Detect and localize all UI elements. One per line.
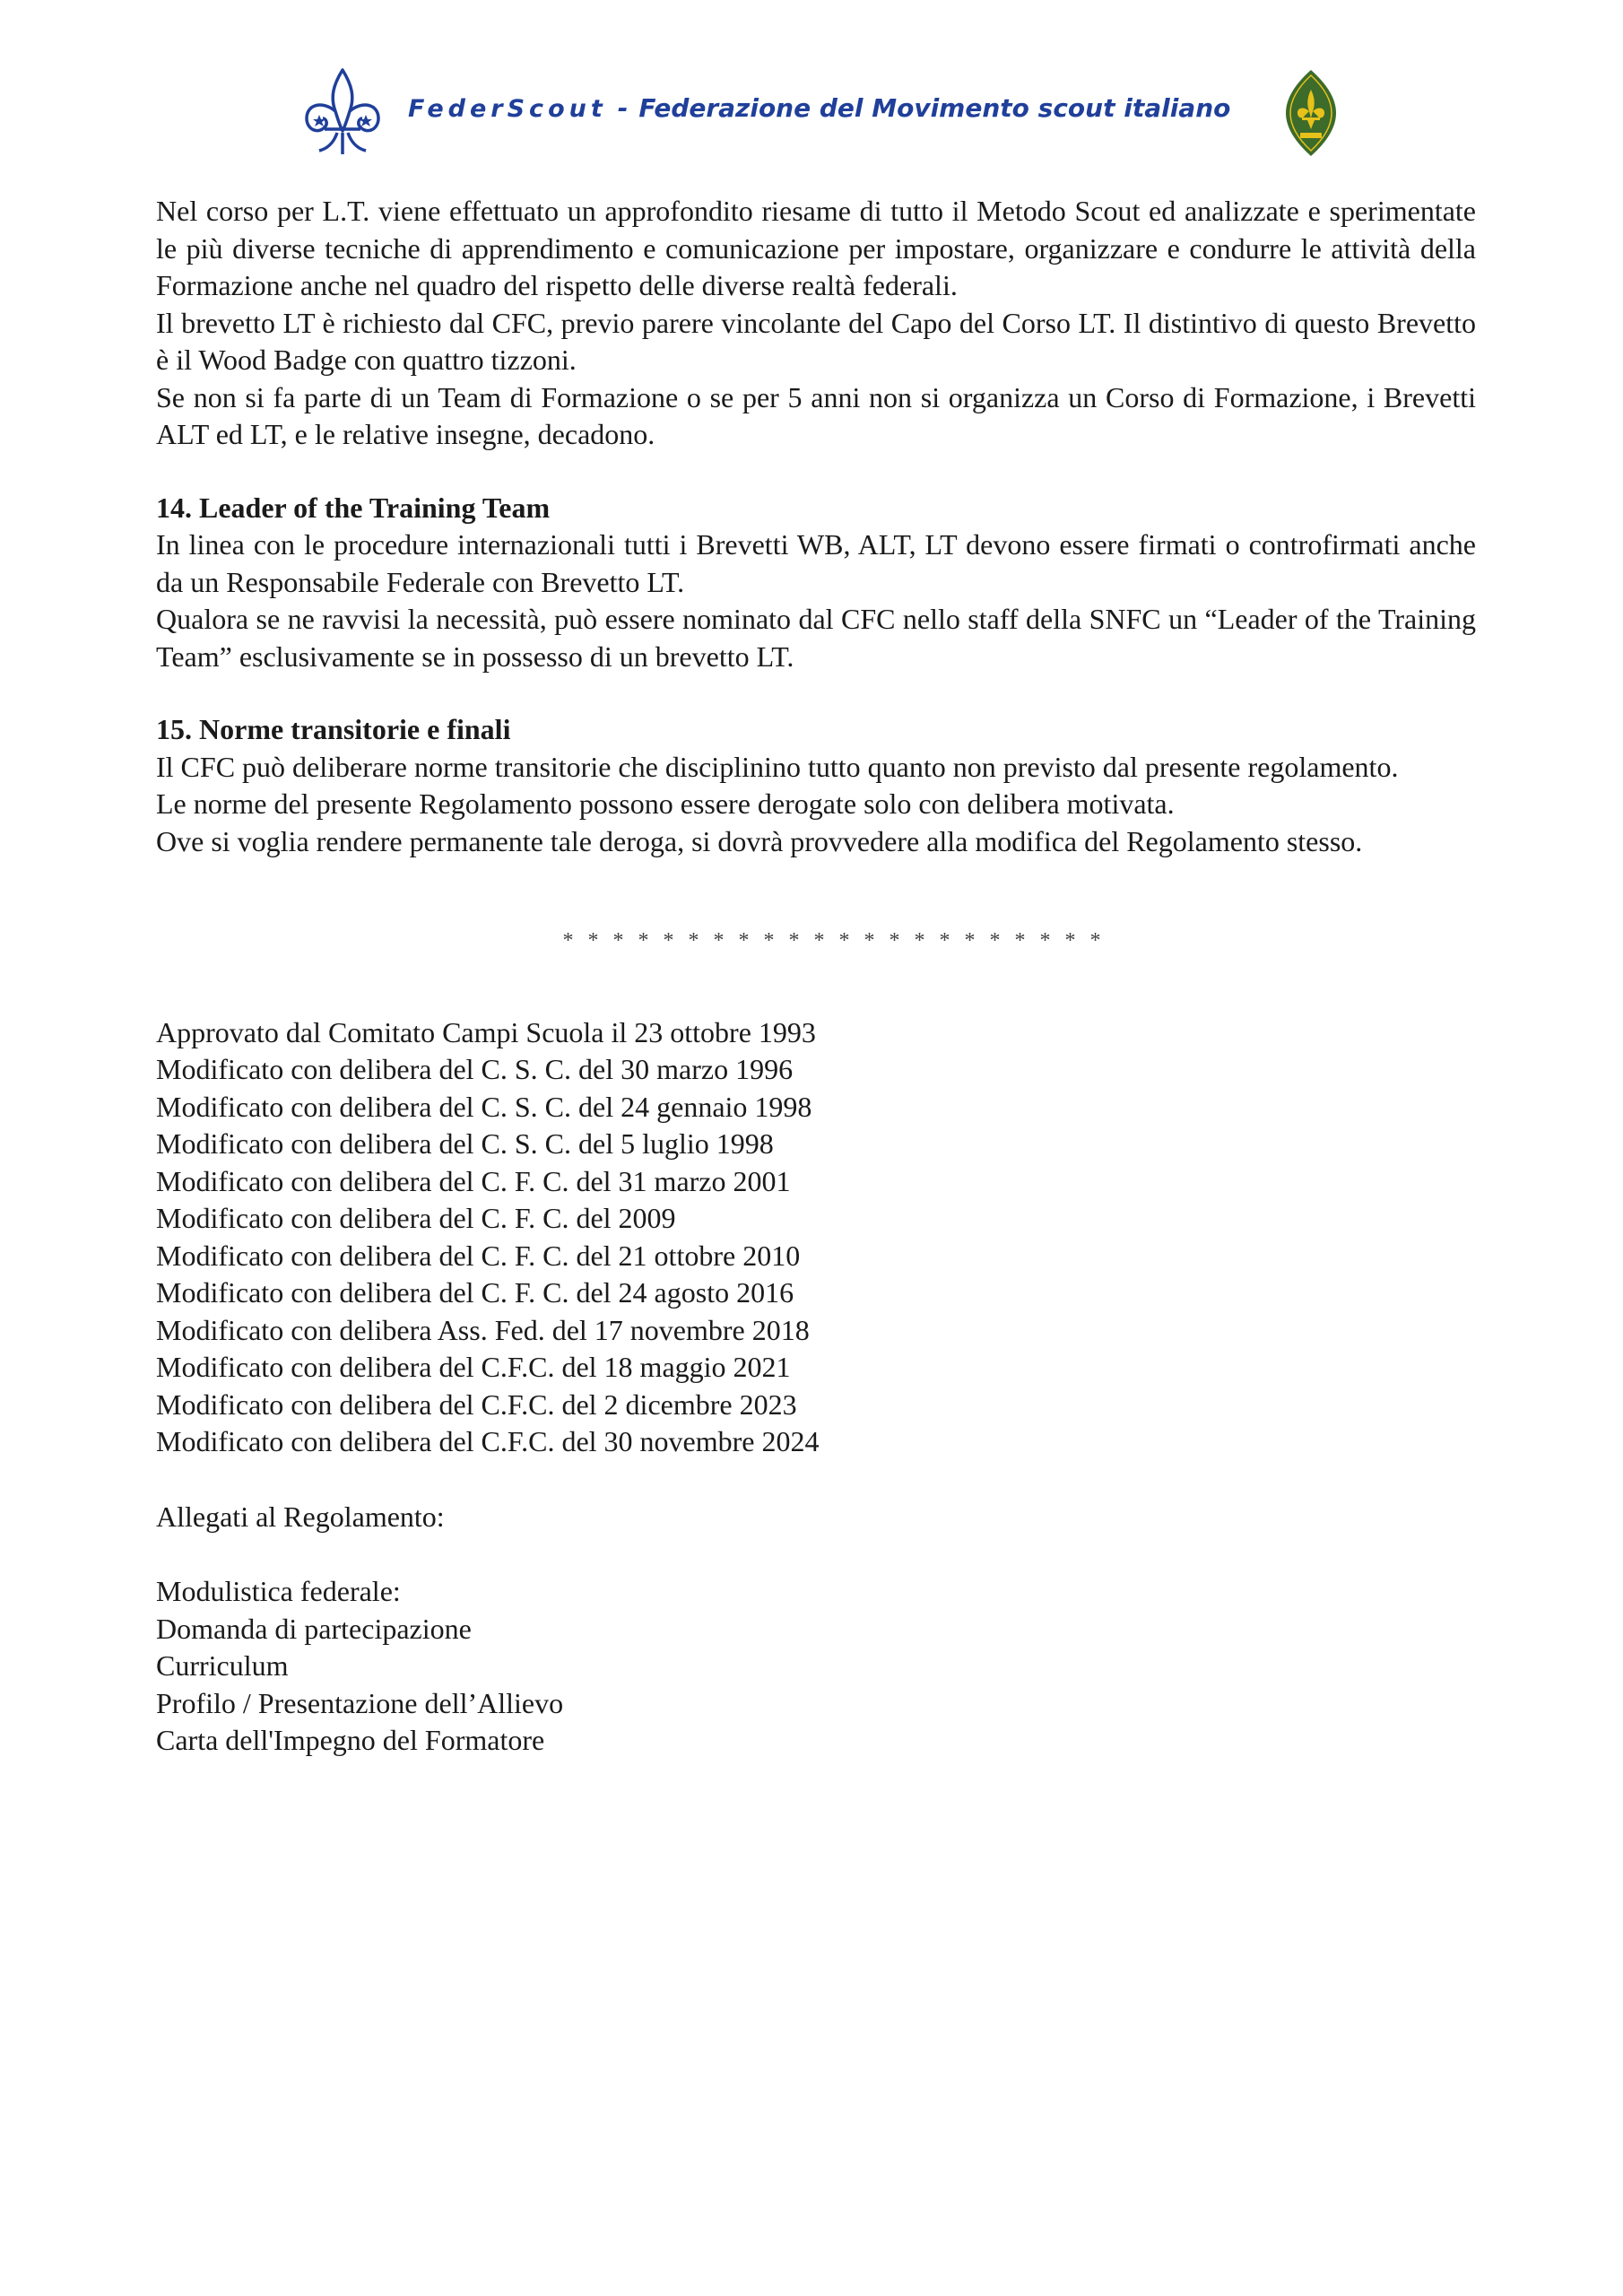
history-entry: Modificato con delibera del C. F. C. del 24 agosto 2016 <box>156 1276 794 1309</box>
list-item: Modulistica federale: <box>156 1575 401 1607</box>
list-item: Curriculum <box>156 1649 289 1682</box>
paragraph: Il brevetto LT è richiesto dal CFC, previo parere vincolante del Capo del Corso LT. Il distintivo di questo Brevetto è il Wood Badge con quattro tizzoni. <box>156 306 1476 376</box>
header-brand: FederScout <box>408 95 607 123</box>
history-entry: Modificato con delibera del C. S. C. del 5 luglio 1998 <box>156 1127 774 1160</box>
history-entry: Modificato con delibera del C. S. C. del 24 gennaio 1998 <box>156 1090 812 1123</box>
history-entry: Approvato dal Comitato Campi Scuola il 23 ottobre 1993 <box>156 1015 816 1048</box>
document-body <box>156 193 1476 1760</box>
history-entry: Modificato con delibera del C.F.C. del 2 dicembre 2023 <box>156 1387 797 1421</box>
attachments-title: Allegati al Regolamento: <box>156 1500 445 1533</box>
history-entry: Modificato con delibera del C. F. C. del 2009 <box>156 1202 676 1234</box>
paragraph: Se non si fa parte di un Team di Formazione o se per 5 anni non si organizza un Corso di Formazione, i Brevetti ALT ed LT, e le relative insegne, decadono. <box>156 380 1476 450</box>
section-heading: 15. Norme transitorie e finali <box>156 713 511 745</box>
world-scout-badge-icon <box>1284 68 1338 158</box>
history-entry: Modificato con delibera del C. F. C. del 31 marzo 2001 <box>156 1164 791 1197</box>
paragraph: Le norme del presente Regolamento possono essere derogate solo con delibera motivata. <box>156 787 1175 820</box>
header-title <box>408 93 1269 123</box>
paragraph: Ove si voglia rendere permanente tale deroga, si dovrà provvedere alla modifica del Regolamento stesso. <box>156 824 1363 857</box>
revision-history <box>156 1014 1476 1461</box>
forms-list <box>156 1573 1476 1760</box>
paragraph: Il CFC può deliberare norme transitorie che disciplinino tutto quanto non previsto dal presente regolamento. <box>156 750 1399 783</box>
history-entry: Modificato con delibera del C.F.C. del 30 novembre 2024 <box>156 1425 820 1457</box>
section-heading: 14. Leader of the Training Team <box>156 491 551 524</box>
spacer <box>156 1461 1476 1499</box>
section-15 <box>156 711 1476 860</box>
page-header <box>0 0 1623 179</box>
history-entry: Modificato con delibera Ass. Fed. del 17 novembre 2018 <box>156 1313 810 1346</box>
paragraph: In linea con le procedure internazionali tutti i Brevetti WB, ALT, LT devono essere firmati o controfirmati anche da un Responsabile Federale con Brevetto LT. <box>156 528 1476 598</box>
paragraph: Nel corso per L.T. viene effettuato un approfondito riesame di tutto il Metodo Scout ed analizzate e sperimentate le più diverse tecniche di apprendimento e comunicazione per impostare, organizzare e condurre le attività della Formazione anche nel quadro del rispetto delle diverse realtà federali. <box>156 195 1476 301</box>
header-federation-name: Federazione del Movimento scout italiano <box>638 93 1231 123</box>
list-item: Domanda di partecipazione <box>156 1612 472 1645</box>
history-entry: Modificato con delibera del C.F.C. del 18 maggio 2021 <box>156 1351 791 1383</box>
history-entry: Modificato con delibera del C. F. C. del 21 ottobre 2010 <box>156 1239 801 1272</box>
header-separator: - <box>617 93 629 123</box>
paragraph: Qualora se ne ravvisi la necessità, può essere nominato dal CFC nello staff della SNFC un “Leader of the Training Team” esclusivamente se in possesso di un brevetto LT. <box>156 603 1476 673</box>
history-entry: Modificato con delibera del C. S. C. del 30 marzo 1996 <box>156 1053 794 1085</box>
fleur-de-lis-logo-icon <box>301 65 384 161</box>
asterisk-separator: * * * * * * * * * * * * * * * * * * * * * * <box>562 929 1106 952</box>
spacer <box>156 1535 1476 1573</box>
list-item: Profilo / Presentazione dell’Allievo <box>156 1686 564 1719</box>
section-13-tail <box>156 193 1476 454</box>
section-14 <box>156 490 1476 676</box>
list-item: Carta dell'Impegno del Formatore <box>156 1724 545 1756</box>
